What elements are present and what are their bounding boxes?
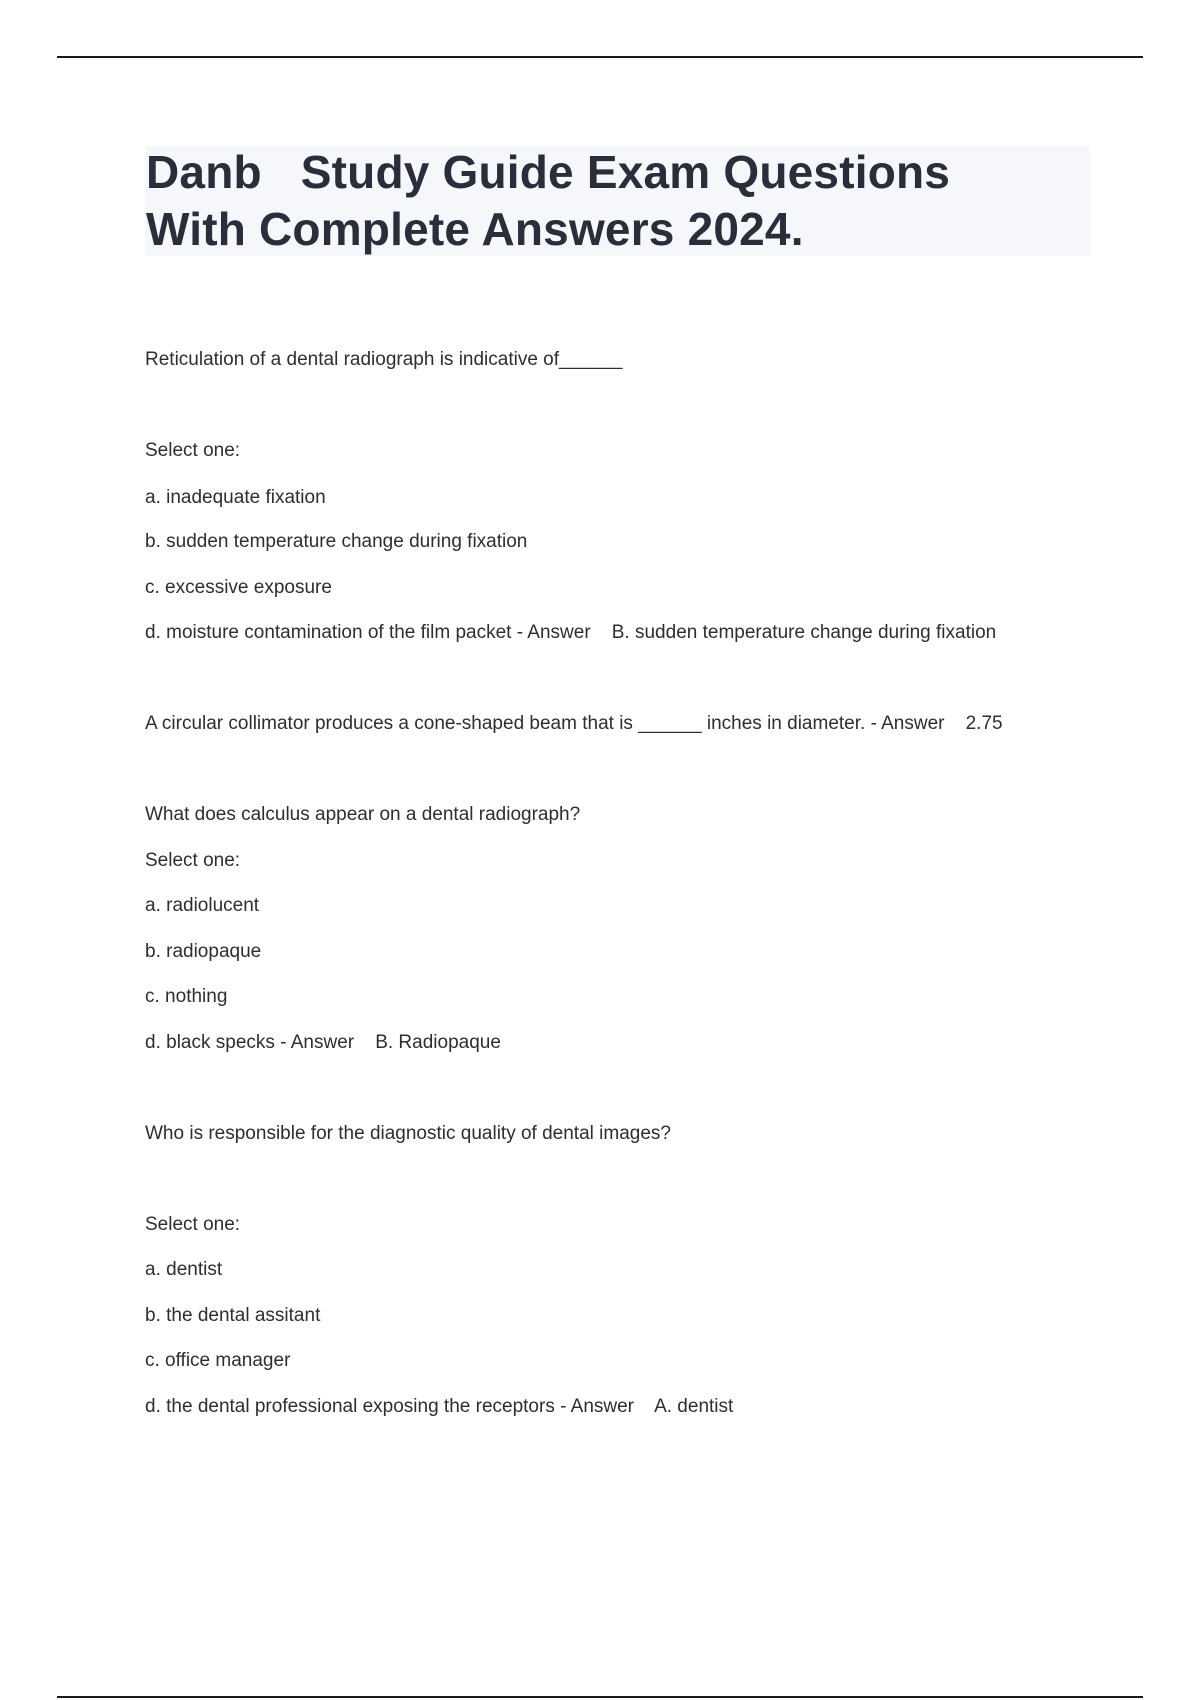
question-4-prompt: Who is responsible for the diagnostic quality of dental images? <box>145 1123 671 1144</box>
title-line-1: Danb Study Guide Exam Questions <box>146 146 951 198</box>
question-3-select-label: Select one: <box>145 850 241 871</box>
question-1-option-c: c. excessive exposure <box>145 577 332 598</box>
document-title <box>146 144 950 258</box>
question-4-option-d-answer: d. the dental professional exposing the receptors - Answer A. dentist <box>145 1396 734 1417</box>
header-rule <box>57 56 1143 58</box>
question-4-option-a: a. dentist <box>145 1259 223 1280</box>
question-4-option-b: b. the dental assitant <box>145 1305 321 1326</box>
question-1-prompt: Reticulation of a dental radiograph is indicative of______ <box>145 349 623 370</box>
footer-rule <box>57 1696 1143 1698</box>
question-4-select-label: Select one: <box>145 1214 241 1235</box>
question-1-option-a: a. inadequate fixation <box>145 487 326 508</box>
title-line-2: With Complete Answers 2024. <box>146 203 804 255</box>
question-1-option-b: b. sudden temperature change during fixation <box>145 531 528 552</box>
question-3-option-d-answer: d. black specks - Answer B. Radiopaque <box>145 1032 501 1053</box>
question-3-option-c: c. nothing <box>145 986 228 1007</box>
question-2-prompt-answer: A circular collimator produces a cone-shaped beam that is ______ inches in diameter. - Answer 2.75 <box>145 713 1003 734</box>
question-1-select-label: Select one: <box>145 440 241 461</box>
question-3-option-b: b. radiopaque <box>145 941 262 962</box>
question-1-option-d-answer: d. moisture contamination of the film packet - Answer B. sudden temperature change during fixation <box>145 622 997 643</box>
question-3-prompt: What does calculus appear on a dental radiograph? <box>145 804 581 825</box>
question-4-option-c: c. office manager <box>145 1350 291 1371</box>
question-3-option-a: a. radiolucent <box>145 895 260 916</box>
